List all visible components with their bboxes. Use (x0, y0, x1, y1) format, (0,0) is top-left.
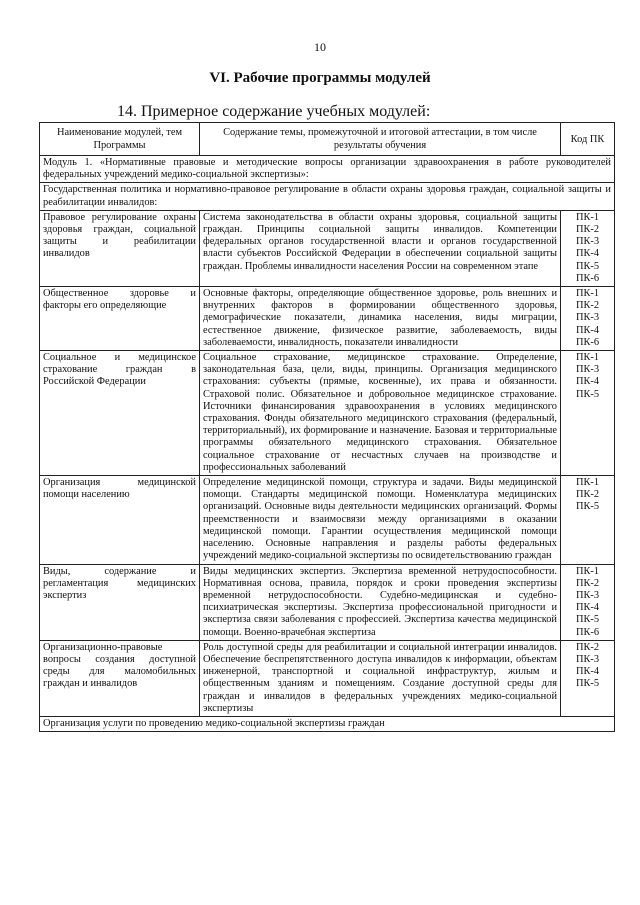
topic-name: Организация медицинской помощи населению (40, 476, 200, 564)
group-title: Государственная политика и нормативно-правовое регулирование в области охраны здоровья граждан, социальной защиты и реабилитации инвалидов: (40, 183, 615, 210)
competence-code: ПК-5 (575, 678, 600, 690)
topic-content: Социальное страхование, медицинское страхование. Определение, законодательная база, цели, виды, принципы. Организация медицинского страхования: субъекты (прямые, косвенные), их права и обязанности. Страховой полис. Обязательное и добровольное медицинское страхование. Источники финансирования здравоохранения в условиях медицинского страхования. Фонды обязательного медицинского страхования (федеральный, территориальный), их формирование и назначение. Базовая и территориальные программы обязательного медицинского страхования. Обязательное социальное страхование от несчастных случаев на производстве и профессиональных заболеваний (200, 351, 561, 476)
topic-name: Социальное и медицинское страхование граждан в Российской Федерации (40, 351, 200, 476)
competence-code: ПК-6 (575, 336, 600, 348)
competence-code: ПК-2 (575, 300, 600, 312)
competence-code: ПК-1 (575, 211, 600, 223)
topic-codes (561, 351, 615, 476)
footer-title: Организация услуги по проведению медико-социальной экспертизы граждан (40, 716, 615, 731)
topic-name: Общественное здоровье и факторы его определяющие (40, 287, 200, 351)
header-name: Наименование модулей, тем Программы (40, 123, 200, 156)
competence-code: ПК-3 (575, 236, 600, 248)
header-content: Содержание темы, промежуточной и итоговой аттестации, в том числе результаты обучения (200, 123, 561, 156)
topic-content: Основные факторы, определяющие общественное здоровье, роль внешних и внутренних факторов в формировании общественного здоровья, демографические показатели, динамика населения, виды миграции, естественное движение, физическое развитие, заболеваемость, виды заболеваемости, инвалидность, показатели инвалидности (200, 287, 561, 351)
topic-content: Роль доступной среды для реабилитации и социальной интеграции инвалидов. Обеспечение беспрепятственного доступа инвалидов к информации, объектам инженерной, транспортной и социальной инфраструктур, жилым и общественным зданиям и помещениям. Создание доступной среды для граждан и инвалидов в федеральных учреждениях медико-социальной экспертизы (200, 640, 561, 716)
table-row (40, 210, 615, 286)
subsection-title: 14. Примерное содержание учебных модулей: (117, 103, 431, 120)
competence-code: ПК-5 (575, 388, 600, 400)
competence-code: ПК-1 (575, 565, 600, 577)
topic-name: Организационно-правовые вопросы создания доступной среды для маломобильных граждан и инвалидов (40, 640, 200, 716)
topic-content: Определение медицинской помощи, структура и задачи. Виды медицинской помощи. Стандарты медицинской помощи. Номенклатура медицинских организаций. Основные виды деятельности медицинских организаций. Формы преемственности и взаимосвязи между организациями в оказании медицинской помощи. Гарантии осуществления медицинской помощи населению. Основные направления и разделы работы федеральных учреждений медико-социальной экспертизы по освидетельствованию граждан (200, 476, 561, 564)
competence-code: ПК-4 (575, 248, 600, 260)
competence-code: ПК-2 (575, 641, 600, 653)
module-row (40, 156, 615, 183)
table-header-row (40, 123, 615, 156)
competence-code: ПК-1 (575, 477, 600, 489)
topic-content: Система законодательства в области охраны здоровья, социальной защиты граждан. Принципы социальной защиты инвалидов. Компетенции федеральных органов государственной власти и органов государственной власти субъектов Российской Федерации в обеспечении социальной защиты граждан. Проблемы инвалидности населения России на современном этапе (200, 210, 561, 286)
page-number: 10 (314, 40, 326, 54)
competence-code: ПК-5 (575, 501, 600, 513)
competence-code: ПК-6 (575, 626, 600, 638)
topic-codes (561, 287, 615, 351)
topic-name: Правовое регулирование охраны здоровья граждан, социальной защиты и реабилитации инвалидов (40, 210, 200, 286)
group-row (40, 183, 615, 210)
table-row (40, 287, 615, 351)
table-row (40, 476, 615, 564)
competence-code: ПК-4 (575, 602, 600, 614)
competence-code: ПК-3 (575, 312, 600, 324)
table-row (40, 351, 615, 476)
competence-code: ПК-3 (575, 653, 600, 665)
topic-codes (561, 564, 615, 640)
competence-code: ПК-5 (575, 260, 600, 272)
table-row (40, 640, 615, 716)
table-row (40, 564, 615, 640)
competence-code: ПК-2 (575, 577, 600, 589)
competence-code: ПК-1 (575, 352, 600, 364)
competence-code: ПК-1 (575, 288, 600, 300)
competence-code: ПК-3 (575, 364, 600, 376)
competence-code: ПК-2 (575, 224, 600, 236)
topic-codes (561, 210, 615, 286)
modules-table (39, 122, 615, 732)
competence-code: ПК-3 (575, 589, 600, 601)
topic-name: Виды, содержание и регламентация медицинских экспертиз (40, 564, 200, 640)
footer-row (40, 716, 615, 731)
topic-codes (561, 640, 615, 716)
competence-code: ПК-4 (575, 376, 600, 388)
competence-code: ПК-5 (575, 614, 600, 626)
topic-codes (561, 476, 615, 564)
competence-code: ПК-2 (575, 489, 600, 501)
competence-code: ПК-4 (575, 666, 600, 678)
topic-content: Виды медицинских экспертиз. Экспертиза временной нетрудоспособности. Нормативная основа, правила, порядок и сроки проведения экспертизы временной нетрудоспособности. Судебно-медицинская и судебно-психиатрическая экспертизы. Экспертиза профессиональной пригодности и экспертиза связи заболевания с профессией. Экспертиза качества медицинской помощи. Военно-врачебная экспертиза (200, 564, 561, 640)
section-title: VI. Рабочие программы модулей (209, 70, 431, 86)
header-code: Код ПК (561, 123, 615, 156)
module-title: Модуль 1. «Нормативные правовые и методические вопросы организации здравоохранения в работе руководителей федеральных учреждений медико-социальной экспертизы»: (40, 156, 615, 183)
competence-code: ПК-6 (575, 272, 600, 284)
competence-code: ПК-4 (575, 324, 600, 336)
